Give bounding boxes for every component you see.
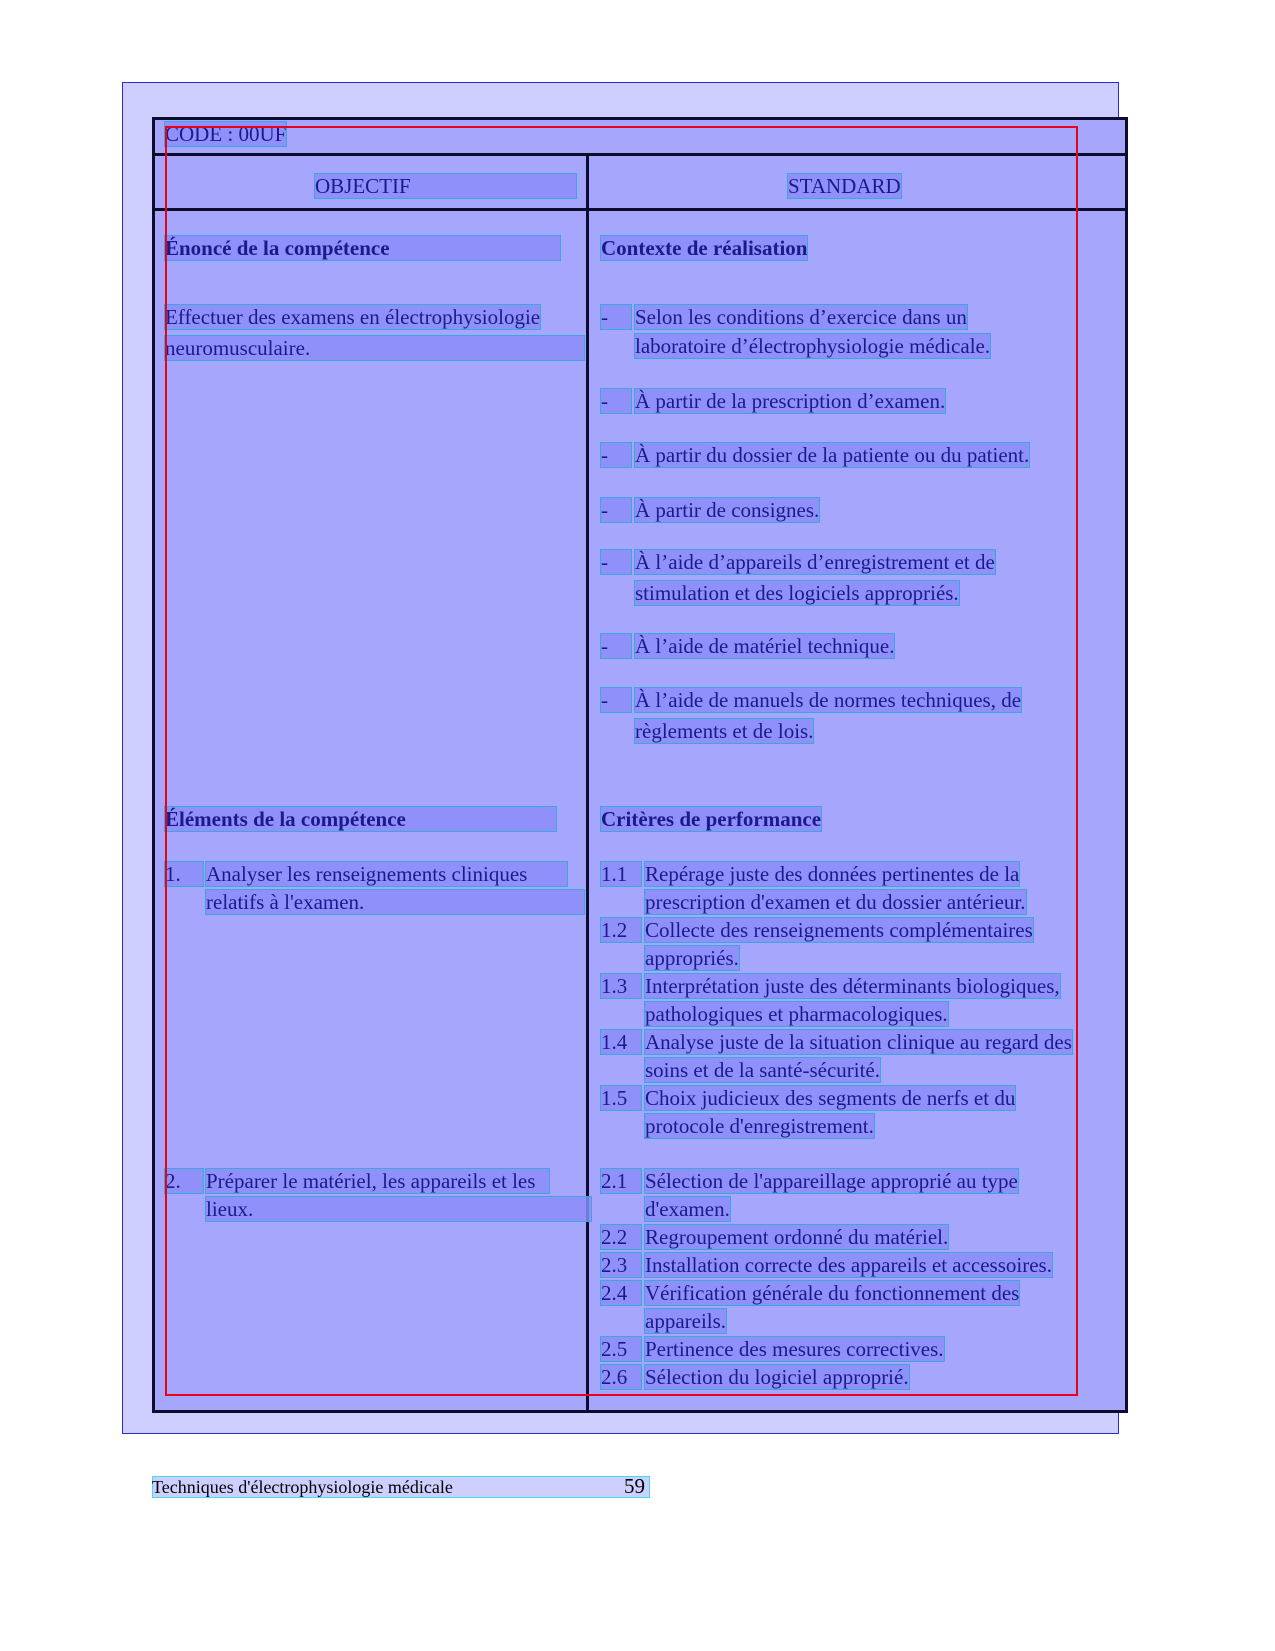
critere-1-4-line1: Analyse juste de la situation clinique au regard des	[645, 1030, 1072, 1054]
table-column-divider	[586, 155, 589, 1413]
contexte-item-1-line2: laboratoire d’électrophysiologie médicale.	[635, 334, 991, 358]
element-2-line2: lieux.	[206, 1197, 591, 1221]
contexte-item-6: À l’aide de matériel technique.	[635, 634, 895, 658]
element-number: 1.	[165, 862, 203, 886]
critere-1-3-line1: Interprétation juste des déterminants biologiques,	[645, 974, 1060, 998]
critere-number: 2.2	[601, 1225, 641, 1249]
header-standard: STANDARD	[788, 174, 901, 198]
contexte-bullet: -	[601, 498, 631, 522]
contexte-item-5-line2: stimulation et des logiciels appropriés.	[635, 581, 959, 605]
critere-2-6: Sélection du logiciel approprié.	[645, 1365, 909, 1389]
critere-1-4-line2: soins et de la santé-sécurité.	[645, 1058, 880, 1082]
code-label: CODE : 00UF	[165, 122, 287, 146]
contexte-item-4: À partir de consignes.	[635, 498, 820, 522]
enonce-text-line1: Effectuer des examens en électrophysiologie	[165, 305, 541, 329]
header-objectif: OBJECTIF	[315, 174, 576, 198]
critere-2-4-line2: appareils.	[645, 1309, 727, 1333]
contexte-title: Contexte de réalisation	[601, 236, 808, 260]
critere-number: 1.5	[601, 1086, 641, 1110]
critere-1-5-line1: Choix judicieux des segments de nerfs et du	[645, 1086, 1016, 1110]
critere-2-2: Regroupement ordonné du matériel.	[645, 1225, 949, 1249]
critere-number: 1.3	[601, 974, 641, 998]
contexte-item-2: À partir de la prescription d’examen.	[635, 389, 946, 413]
elements-title: Éléments de la compétence	[165, 807, 556, 831]
critere-2-5: Pertinence des mesures correctives.	[645, 1337, 944, 1361]
critere-2-4-line1: Vérification générale du fonctionnement des	[645, 1281, 1020, 1305]
element-1-line2: relatifs à l'examen.	[206, 890, 584, 914]
enonce-title: Énoncé de la compétence	[165, 236, 560, 260]
critere-number: 1.2	[601, 918, 641, 942]
critere-1-1-line2: prescription d'examen et du dossier antérieur.	[645, 890, 1026, 914]
critere-2-1-line2: d'examen.	[645, 1197, 730, 1221]
contexte-bullet: -	[601, 443, 631, 467]
element-1-line1: Analyser les renseignements cliniques	[206, 862, 567, 886]
critere-2-3: Installation correcte des appareils et accessoires.	[645, 1253, 1052, 1277]
contexte-bullet: -	[601, 305, 631, 329]
contexte-bullet: -	[601, 550, 631, 574]
contexte-item-7-line1: À l’aide de manuels de normes techniques, de	[635, 688, 1022, 712]
table-divider-code	[152, 153, 1128, 156]
contexte-item-5-line1: À l’aide d’appareils d’enregistrement et de	[635, 550, 995, 574]
table-divider-header	[152, 208, 1128, 211]
element-2-line1: Préparer le matériel, les appareils et les	[206, 1169, 549, 1193]
contexte-item-3: À partir du dossier de la patiente ou du patient.	[635, 443, 1030, 467]
critere-1-2-line1: Collecte des renseignements complémentaires	[645, 918, 1033, 942]
critere-number: 2.5	[601, 1337, 641, 1361]
critere-1-2-line2: appropriés.	[645, 946, 739, 970]
critere-1-5-line2: protocole d'enregistrement.	[645, 1114, 874, 1138]
contexte-item-7-line2: règlements et de lois.	[635, 719, 814, 743]
critere-number: 1.1	[601, 862, 641, 886]
footer-title: Techniques d'électrophysiologie médicale	[152, 1477, 453, 1497]
critere-number: 1.4	[601, 1030, 641, 1054]
contexte-bullet: -	[601, 634, 631, 658]
critere-1-3-line2: pathologiques et pharmacologiques.	[645, 1002, 948, 1026]
enonce-text-line2: neuromusculaire.	[165, 336, 584, 360]
critere-number: 2.1	[601, 1169, 641, 1193]
critere-1-1-line1: Repérage juste des données pertinentes de la	[645, 862, 1020, 886]
critere-number: 2.6	[601, 1365, 641, 1389]
contexte-item-1-line1: Selon les conditions d’exercice dans un	[635, 305, 967, 329]
critere-number: 2.4	[601, 1281, 641, 1305]
contexte-bullet: -	[601, 688, 631, 712]
page-number: 59	[624, 1474, 645, 1498]
criteres-title: Critères de performance	[601, 807, 822, 831]
contexte-bullet: -	[601, 389, 631, 413]
element-number: 2.	[165, 1169, 203, 1193]
critere-number: 2.3	[601, 1253, 641, 1277]
critere-2-1-line1: Sélection de l'appareillage approprié au type	[645, 1169, 1018, 1193]
